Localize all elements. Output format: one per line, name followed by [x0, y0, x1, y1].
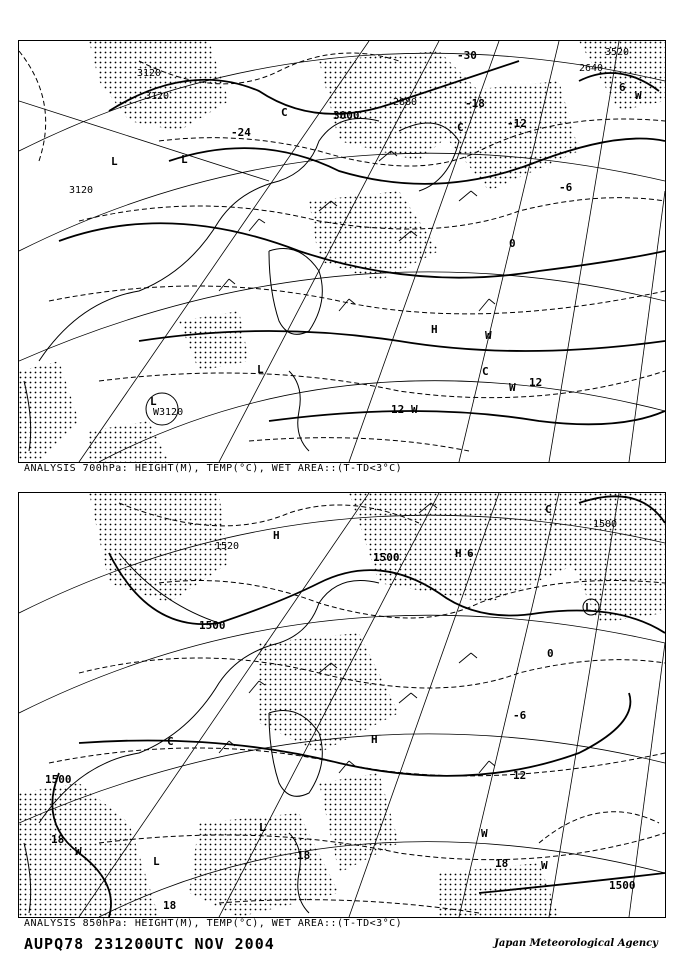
- height-label: 1500: [199, 619, 226, 632]
- temp-label: 18: [163, 899, 177, 912]
- center-marker: L: [585, 601, 592, 614]
- center-marker: L: [181, 153, 188, 166]
- center-marker: W: [75, 845, 82, 858]
- center-marker: C: [457, 121, 464, 134]
- temp-label: -30: [457, 49, 477, 62]
- center-marker: L: [259, 821, 266, 834]
- temp-label: 18: [51, 833, 65, 846]
- height-label: 2640: [579, 63, 604, 74]
- center-marker: L: [111, 155, 118, 168]
- center-marker: H: [273, 529, 280, 542]
- center-marker: H: [455, 547, 462, 560]
- temp-label: -6: [513, 709, 527, 722]
- height-label: 1500: [373, 551, 400, 564]
- map-panel-700hpa: [18, 40, 666, 463]
- map-850hpa-canvas: [19, 493, 665, 917]
- temp-label: 6: [619, 81, 626, 94]
- center-marker: H: [431, 323, 438, 336]
- center-marker: W: [481, 827, 488, 840]
- center-marker: W: [635, 89, 642, 102]
- height-label: 1500: [45, 773, 72, 786]
- height-label: W3120: [153, 407, 184, 418]
- wet-area-shading: [19, 41, 665, 462]
- temp-label: 0: [509, 237, 516, 250]
- height-label: 3120: [145, 91, 170, 102]
- temp-label: -6: [559, 181, 573, 194]
- center-marker: W: [509, 381, 516, 394]
- temp-label: 12: [529, 376, 543, 389]
- temp-label: -24: [231, 126, 251, 139]
- height-label: 1500: [609, 879, 636, 892]
- coastlines: [24, 119, 459, 452]
- caption-850hpa: ANALYSIS 850hPa: HEIGHT(M), TEMP(°C), WET AREA::(T-TD<3°C): [24, 918, 403, 929]
- center-marker: C: [545, 503, 552, 516]
- caption-700hpa: ANALYSIS 700hPa: HEIGHT(M), TEMP(°C), WET AREA::(T-TD<3°C): [24, 463, 403, 474]
- temp-label: 6: [467, 547, 474, 560]
- temp-label: 12: [513, 769, 527, 782]
- temp-label: -12: [507, 117, 527, 130]
- agency-credit: Japan Meteorological Agency: [494, 938, 658, 949]
- height-label: 3000: [333, 109, 360, 122]
- center-marker: H: [371, 733, 378, 746]
- temp-label: 18: [495, 857, 509, 870]
- height-label: 3120: [137, 68, 162, 79]
- height-label: 1500: [593, 519, 618, 530]
- center-marker: C: [482, 365, 489, 378]
- temp-label: 18: [297, 849, 311, 862]
- map-700hpa-canvas: [19, 41, 665, 462]
- temp-label: 0: [547, 647, 554, 660]
- map-panel-850hpa: [18, 492, 666, 918]
- center-marker: L: [150, 395, 157, 408]
- center-marker: C: [167, 735, 174, 748]
- height-label: 3520: [605, 47, 630, 58]
- chart-code-and-time: AUPQ78 231200UTC NOV 2004: [24, 935, 275, 953]
- temp-label: -18: [465, 97, 485, 110]
- center-marker: L: [257, 363, 264, 376]
- height-label: 1520: [215, 541, 240, 552]
- temp-label: 12: [391, 403, 405, 416]
- center-marker: L: [153, 855, 160, 868]
- center-marker: W: [411, 403, 418, 416]
- center-marker: C: [281, 106, 288, 119]
- height-label: 3120: [69, 185, 94, 196]
- center-marker: W: [485, 329, 492, 342]
- height-label: 2880: [393, 97, 418, 108]
- center-marker: W: [541, 859, 548, 872]
